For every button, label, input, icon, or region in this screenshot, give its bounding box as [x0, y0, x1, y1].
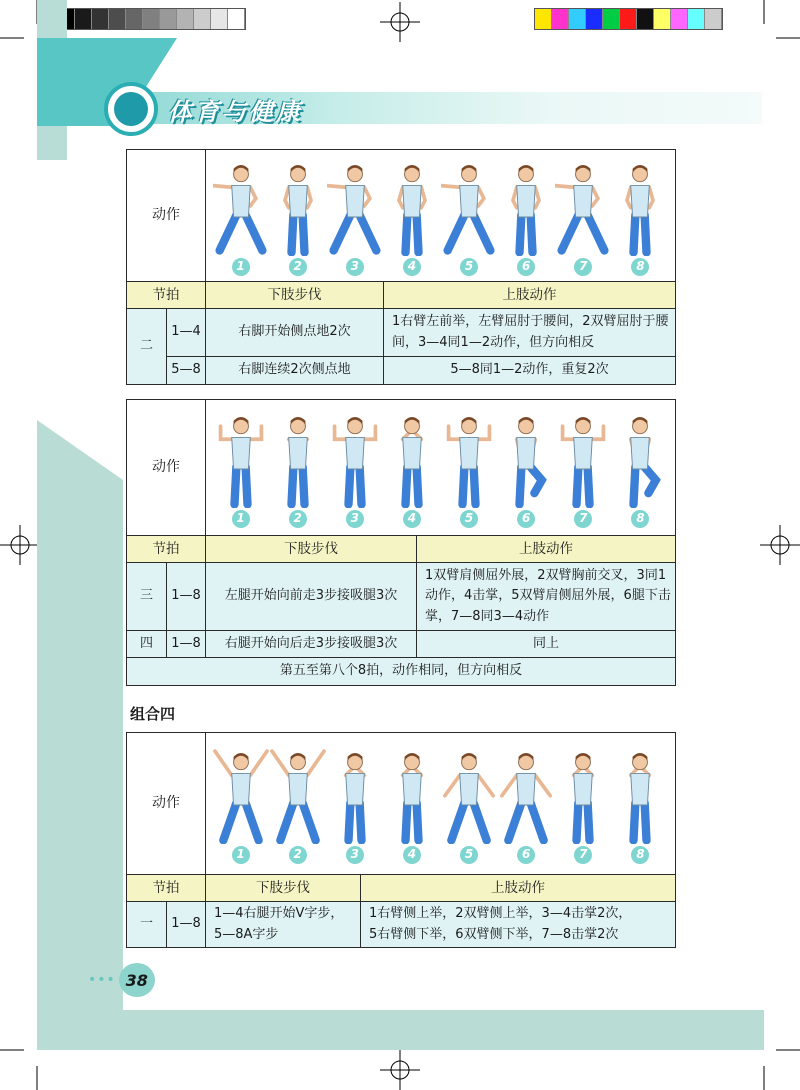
crop-mark-top-center: [380, 2, 420, 42]
dancer-figure-icon: [270, 404, 326, 508]
movement-table-3: [126, 732, 676, 948]
upper-limb-line: 5右臂侧下举，6双臂侧下举，7—8击掌2次: [369, 926, 619, 942]
dancer-figure-icon: [555, 404, 611, 508]
page-number-badge: [88, 963, 155, 997]
beat-cell: 1—4: [167, 309, 206, 357]
lower-limb-cell: 左腿开始向前走3步接吸腿3次: [206, 563, 417, 631]
figure-number: 3: [346, 846, 364, 864]
color-swatch: [75, 9, 92, 29]
exercise-figure: [555, 152, 611, 280]
color-swatch: [620, 9, 637, 29]
dancer-figure-icon: [555, 740, 611, 844]
figure-number: 2: [289, 258, 307, 276]
upper-limb-cell: 同上: [417, 631, 676, 658]
dancer-figure-icon: [612, 404, 668, 508]
dancer-figure-icon: [441, 152, 497, 256]
upper-limb-cell: 5—8同1—2动作，重复2次: [384, 357, 676, 385]
figure-number: 3: [346, 258, 364, 276]
figure-number: 5: [460, 510, 478, 528]
dancer-figure-icon: [384, 740, 440, 844]
header-lower-limb: 下肢步伐: [206, 875, 361, 902]
color-swatch: [126, 9, 143, 29]
header-lower-limb: 下肢步伐: [206, 282, 384, 309]
dancer-figure-icon: [327, 404, 383, 508]
movement-table-1: [126, 149, 676, 385]
color-swatch: [688, 9, 705, 29]
figure-number: 2: [289, 510, 307, 528]
dancer-figure-icon: [612, 740, 668, 844]
color-swatch: [194, 9, 211, 29]
color-swatch: [228, 9, 245, 29]
lower-limb-cell: 右脚开始侧点地2次: [206, 309, 384, 357]
header-upper-limb: 上肢动作: [417, 536, 676, 563]
color-swatch: [637, 9, 654, 29]
exercise-figure: [612, 152, 668, 280]
color-calibration-bar: [534, 8, 723, 30]
exercise-figure: [327, 404, 383, 532]
decorative-dots: •••: [88, 972, 116, 988]
figure-number: 7: [574, 846, 592, 864]
action-label: 动作: [127, 400, 206, 536]
exercise-figure: [555, 740, 611, 868]
table-footer-note: 第五至第八个8拍，动作相同，但方向相反: [127, 658, 676, 686]
exercise-figure: [441, 404, 497, 532]
upper-limb-cell: [361, 902, 676, 948]
crop-mark-left: [0, 525, 40, 565]
color-swatch: [569, 9, 586, 29]
figure-number: 1: [232, 846, 250, 864]
exercise-figure: [384, 740, 440, 868]
figure-number: 4: [403, 510, 421, 528]
crop-mark-bottom-center: [380, 1050, 420, 1090]
crop-mark-right: [760, 525, 800, 565]
color-swatch: [177, 9, 194, 29]
group-number: 一: [127, 902, 167, 948]
dancer-figure-icon: [498, 152, 554, 256]
figure-number: 2: [289, 846, 307, 864]
header-upper-limb: 上肢动作: [361, 875, 676, 902]
dancer-figure-icon: [384, 152, 440, 256]
page-number: 38: [119, 963, 155, 997]
beat-cell: 1—8: [167, 563, 206, 631]
exercise-figure: [327, 740, 383, 868]
group-number: 二: [127, 309, 167, 385]
beat-cell: 5—8: [167, 357, 206, 385]
dancer-figure-icon: [270, 152, 326, 256]
lower-limb-line: 1—4右腿开始V字步，: [214, 906, 344, 922]
movement-table-2: [126, 399, 676, 686]
beat-cell: 1—8: [167, 631, 206, 658]
dancer-figure-icon: [441, 740, 497, 844]
color-swatch: [92, 9, 109, 29]
header-band: [60, 92, 762, 124]
exercise-figure: [498, 404, 554, 532]
color-swatch: [671, 9, 688, 29]
group-number: 四: [127, 631, 167, 658]
figure-number: 7: [574, 510, 592, 528]
exercise-figure: [327, 152, 383, 280]
dancer-figure-icon: [213, 740, 269, 844]
dancer-figure-icon: [441, 404, 497, 508]
exercise-figure: [270, 404, 326, 532]
exercise-figure: [555, 404, 611, 532]
figure-number: 1: [232, 258, 250, 276]
figure-number: 1: [232, 510, 250, 528]
exercise-figure: [612, 404, 668, 532]
color-swatch: [603, 9, 620, 29]
action-label: 动作: [127, 150, 206, 282]
dancer-figure-icon: [612, 152, 668, 256]
book-title: 体育与健康: [168, 98, 303, 126]
color-swatch: [211, 9, 228, 29]
figure-strip: [206, 150, 676, 282]
corner-mark-top-right: [740, 0, 800, 60]
exercise-figure: [384, 404, 440, 532]
color-swatch: [535, 9, 552, 29]
upper-limb-cell: 1双臂肩侧屈外展，2双臂胸前交叉，3同1动作，4击掌，5双臂肩侧屈外展，6腿下击掌，7—8同3—4动作: [417, 563, 676, 631]
exercise-figure: [498, 740, 554, 868]
bottom-band: [37, 1010, 764, 1050]
header-beat: 节拍: [127, 282, 206, 309]
upper-limb-line: 1右臂侧上举，2双臂侧上举，3—4击掌2次，: [369, 906, 632, 922]
exercise-figure: [612, 740, 668, 868]
dancer-figure-icon: [555, 152, 611, 256]
figure-number: 6: [517, 258, 535, 276]
exercise-figure: [498, 152, 554, 280]
figure-number: 6: [517, 510, 535, 528]
upper-limb-cell: 1右臂左前举，左臂屈肘于腰间，2双臂屈肘于腰间，3—4同1—2动作，但方向相反: [384, 309, 676, 357]
exercise-figure: [213, 404, 269, 532]
lower-limb-cell: 右脚连续2次侧点地: [206, 357, 384, 385]
figure-strip: [206, 733, 676, 875]
exercise-figure: [384, 152, 440, 280]
figure-number: 8: [631, 846, 649, 864]
header-beat: 节拍: [127, 536, 206, 563]
section-title: 组合四: [130, 705, 176, 723]
gray-calibration-bar: [57, 8, 246, 30]
lower-limb-cell: 右腿开始向后走3步接吸腿3次: [206, 631, 417, 658]
color-swatch: [143, 9, 160, 29]
header-upper-limb: 上肢动作: [384, 282, 676, 309]
dancer-figure-icon: [327, 740, 383, 844]
lower-limb-cell: [206, 902, 361, 948]
action-label: 动作: [127, 733, 206, 875]
color-swatch: [586, 9, 603, 29]
sport-logo-icon: [104, 82, 158, 136]
exercise-figure: [213, 740, 269, 868]
dancer-figure-icon: [213, 404, 269, 508]
group-number: 三: [127, 563, 167, 631]
color-swatch: [705, 9, 722, 29]
dancer-figure-icon: [498, 740, 554, 844]
lower-limb-line: 5—8A字步: [214, 926, 279, 942]
exercise-figure: [270, 740, 326, 868]
color-swatch: [654, 9, 671, 29]
figure-number: 8: [631, 510, 649, 528]
figure-strip: [206, 400, 676, 536]
color-swatch: [552, 9, 569, 29]
dancer-figure-icon: [384, 404, 440, 508]
beat-cell: 1—8: [167, 902, 206, 948]
exercise-figure: [270, 152, 326, 280]
exercise-figure: [213, 152, 269, 280]
figure-number: 3: [346, 510, 364, 528]
figure-number: 4: [403, 258, 421, 276]
color-swatch: [160, 9, 177, 29]
left-margin-strip: [37, 420, 123, 1050]
figure-number: 5: [460, 258, 478, 276]
dancer-figure-icon: [213, 152, 269, 256]
exercise-figure: [441, 152, 497, 280]
figure-number: 5: [460, 846, 478, 864]
header-lower-limb: 下肢步伐: [206, 536, 417, 563]
figure-number: 7: [574, 258, 592, 276]
exercise-figure: [441, 740, 497, 868]
dancer-figure-icon: [270, 740, 326, 844]
dancer-figure-icon: [327, 152, 383, 256]
figure-number: 6: [517, 846, 535, 864]
header-beat: 节拍: [127, 875, 206, 902]
figure-number: 8: [631, 258, 649, 276]
dancer-figure-icon: [498, 404, 554, 508]
color-swatch: [109, 9, 126, 29]
figure-number: 4: [403, 846, 421, 864]
